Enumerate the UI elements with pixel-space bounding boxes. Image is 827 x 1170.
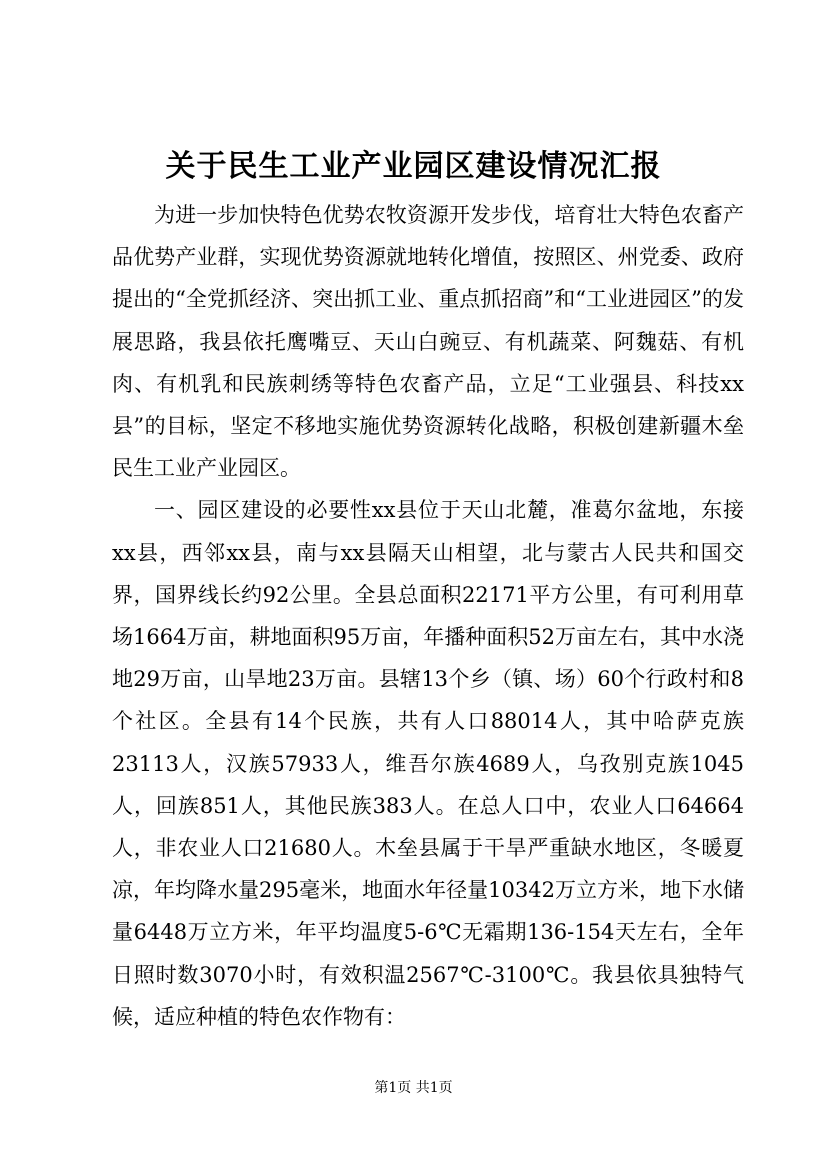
document-body xyxy=(112,194,744,1038)
paragraph-section-one: 一、园区建设的必要性xx县位于天山北麓，准葛尔盆地，东接xx县，西邻xx县，南与xx县隔天山相望，北与蒙古人民共和国交界，国界线长约92公里。全县总面积22171平方公里，有可利用草场1664万亩，耕地面积95万亩，年播种面积52万亩左右，其中水浇地29万亩，山旱地23万亩。县辖13个乡（镇、场）60个行政村和8个社区。全县有14个民族，共有人口88014人，其中哈萨克族23113人，汉族57933人，维吾尔族4689人，乌孜别克族1045人，回族851人，其他民族383人。在总人口中，农业人口64664人，非农业人口21680人。木垒县属于干旱严重缺水地区，冬暖夏凉，年均降水量295毫米，地面水年径量10342万立方米，地下水储量6448万立方米，年平均温度5-6℃无霜期136-154天左右，全年日照时数3070小时，有效积温2567℃-3100℃。我县依具独特气候，适应种植的特色农作物有： xyxy=(112,498,744,1029)
document-title: 关于民生工业产业园区建设情况汇报 xyxy=(165,149,662,184)
paragraph-intro: 为进一步加快特色优势农牧资源开发步伐，培育壮大特色农畜产品优势产业群，实现优势资源就地转化增值，按照区、州党委、政府提出的“全党抓经济、突出抓工业、重点抓招商”和“工业进园区”的发展思路，我县依托鹰嘴豆、天山白豌豆、有机蔬菜、阿魏菇、有机肉、有机乳和民族刺绣等特色农畜产品，立足“工业强县、科技xx县”的目标，坚定不移地实施优势资源转化战略，积极创建新疆木垒民生工业产业园区。 xyxy=(112,203,744,481)
page-footer: 第1页 共1页 xyxy=(374,1080,453,1096)
